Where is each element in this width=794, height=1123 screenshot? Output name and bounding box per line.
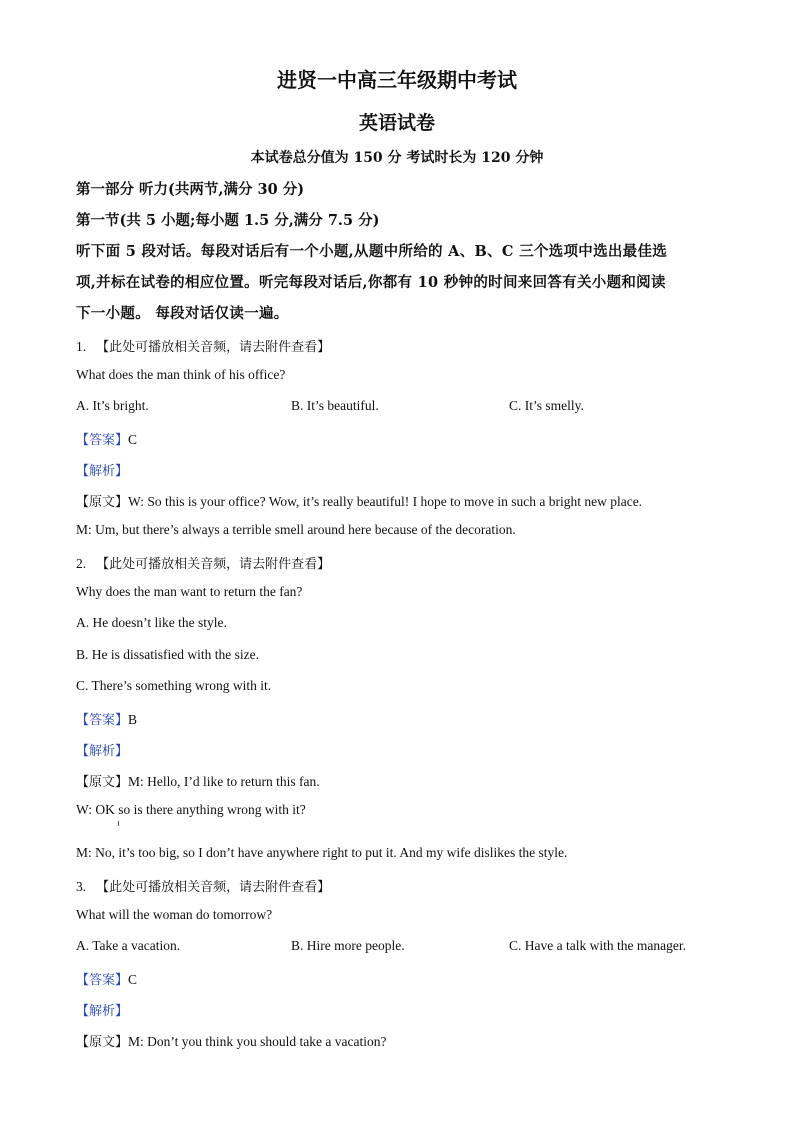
question-header bbox=[76, 553, 330, 573]
instruction-line: 项,并标在试卷的相应位置。听完每段对话后,你都有 10 秒钟的时间来回答有关小题和阅读 bbox=[76, 274, 666, 291]
question-number: 1. bbox=[76, 339, 87, 354]
transcript-text: W: So this is your office? Wow, it’s really beautiful! I hope to move in such a bright new place. bbox=[128, 494, 643, 509]
option-a: A. He doesn’t like the style. bbox=[76, 615, 227, 630]
answer-value: C bbox=[128, 432, 138, 447]
stray-mark bbox=[118, 821, 119, 826]
audio-note[interactable]: 【此处可播放相关音频，请去附件查看】 bbox=[96, 340, 331, 355]
transcript-label: 【原文】 bbox=[76, 775, 129, 790]
option-a: A. Take a vacation. bbox=[76, 938, 181, 953]
option-b: B. He is dissatisfied with the size. bbox=[76, 647, 259, 662]
analysis-label: 【解析】 bbox=[76, 1004, 129, 1019]
exam-title: 进贤一中高三年级期中考试 bbox=[277, 68, 517, 92]
transcript-text: M: Hello, I’d like to return this fan. bbox=[128, 774, 320, 789]
question-prompt: What does the man think of his office? bbox=[76, 367, 286, 382]
option-c: C. It’s smelly. bbox=[509, 398, 584, 413]
option-c: C. Have a talk with the manager. bbox=[509, 938, 686, 953]
question-prompt: Why does the man want to return the fan? bbox=[76, 584, 303, 599]
transcript-text: M: Don’t you think you should take a vacation? bbox=[128, 1034, 387, 1049]
audio-note[interactable]: 【此处可播放相关音频，请去附件查看】 bbox=[96, 880, 331, 895]
answer-line bbox=[76, 969, 137, 989]
answer-label: 【答案】 bbox=[76, 973, 129, 988]
answer-line bbox=[76, 429, 137, 449]
audio-note[interactable]: 【此处可播放相关音频，请去附件查看】 bbox=[96, 557, 331, 572]
option-a: A. It’s bright. bbox=[76, 398, 149, 413]
transcript-label: 【原文】 bbox=[76, 1035, 129, 1050]
analysis-label: 【解析】 bbox=[76, 744, 129, 759]
instruction-line: 听下面 5 段对话。每段对话后有一个小题,从题中所给的 A、B、C 三个选项中选出最佳选 bbox=[76, 243, 668, 260]
option-c: C. There’s something wrong with it. bbox=[76, 678, 272, 693]
transcript-label: 【原文】 bbox=[76, 495, 129, 510]
option-b: B. Hire more people. bbox=[291, 938, 405, 953]
exam-subtitle: 英语试卷 bbox=[358, 112, 435, 134]
question-header bbox=[76, 336, 330, 356]
answer-label: 【答案】 bbox=[76, 713, 129, 728]
answer-line bbox=[76, 709, 137, 729]
transcript-line bbox=[76, 491, 642, 511]
transcript-text: M: Um, but there’s always a terrible smell around here because of the decoration. bbox=[76, 522, 516, 537]
instruction-line: 下一小题。 每段对话仅读一遍。 bbox=[76, 305, 289, 322]
question-prompt: What will the woman do tomorrow? bbox=[76, 907, 273, 922]
section-heading: 第一节(共 5 小题;每小题 1.5 分,满分 7.5 分) bbox=[76, 212, 380, 229]
option-b: B. It’s beautiful. bbox=[291, 398, 379, 413]
question-number: 3. bbox=[76, 879, 87, 894]
part-heading: 第一部分 听力(共两节,满分 30 分) bbox=[76, 181, 305, 198]
exam-info: 本试卷总分值为 150 分 考试时长为 120 分钟 bbox=[250, 150, 544, 166]
question-number: 2. bbox=[76, 556, 87, 571]
analysis-label: 【解析】 bbox=[76, 464, 129, 479]
question-header bbox=[76, 876, 330, 896]
transcript-text: W: OK so is there anything wrong with it? bbox=[76, 802, 306, 817]
answer-label: 【答案】 bbox=[76, 433, 129, 448]
answer-value: B bbox=[128, 712, 138, 727]
answer-value: C bbox=[128, 972, 138, 987]
transcript-line bbox=[76, 1031, 386, 1051]
transcript-text: M: No, it’s too big, so I don’t have anywhere right to put it. And my wife dislikes the style. bbox=[76, 845, 568, 860]
transcript-line bbox=[76, 771, 320, 791]
